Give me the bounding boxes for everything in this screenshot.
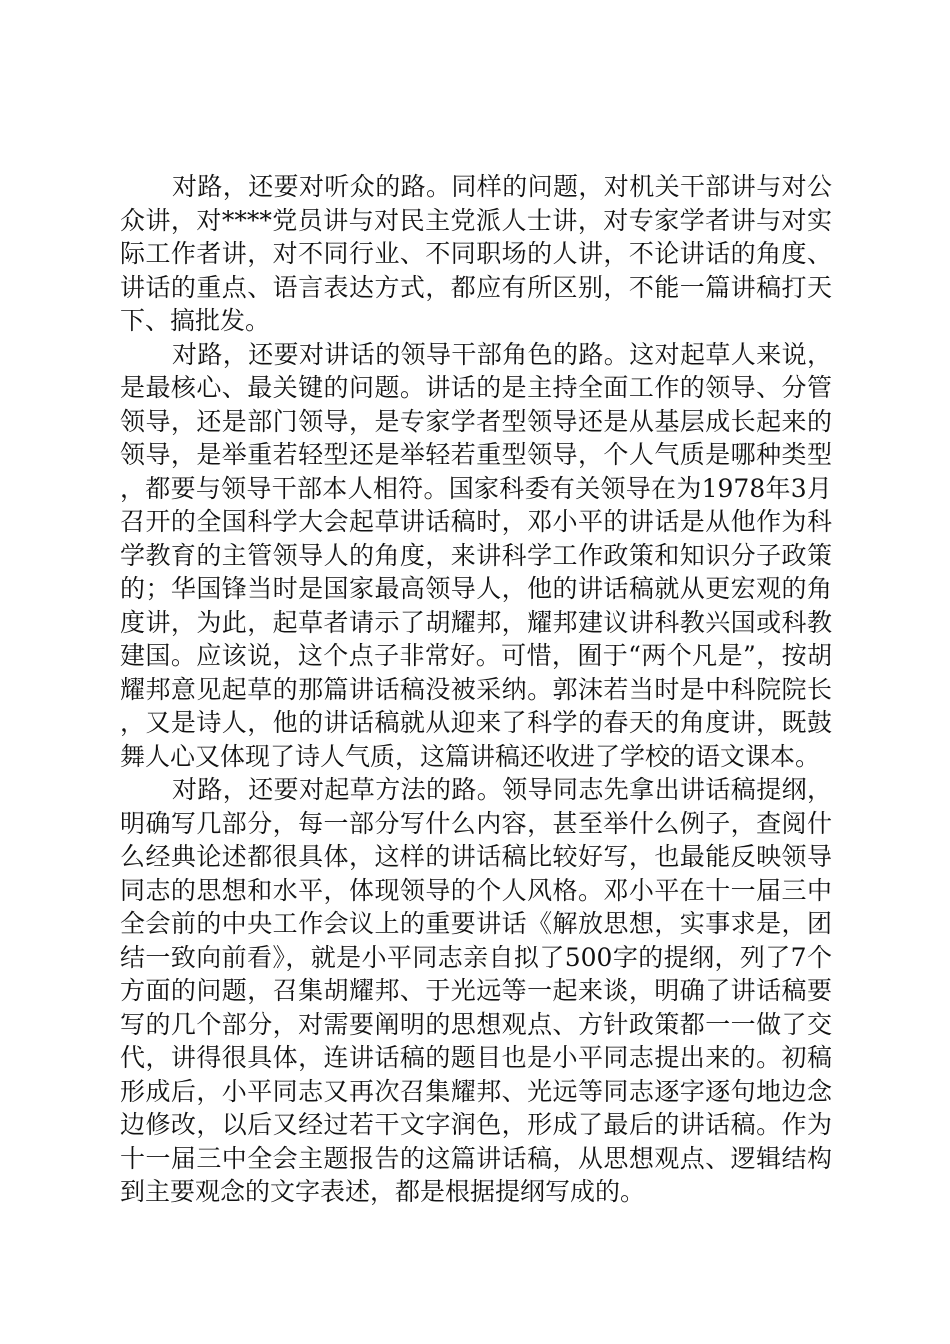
document-body	[120, 170, 832, 1209]
paragraph-audience: 对路，还要对听众的路。同样的问题，对机关干部讲与对公众讲，对****党员讲与对民主党派人士讲，对专家学者讲与对实际工作者讲，对不同行业、不同职场的人讲，不论讲话的角度、讲话的重点、语言表达方式，都应有所区别，不能一篇讲稿打天下、搞批发。	[120, 172, 832, 335]
paragraph-leader-role: 对路，还要对讲话的领导干部角色的路。这对起草人来说，是最核心、最关键的问题。讲话的是主持全面工作的领导、分管领导，还是部门领导，是专家学者型领导还是从基层成长起来的领导，是举重若轻型还是举轻若重型领导，个人气质是哪种类型，都要与领导干部本人相符。国家科委有关领导在为1978年3月召开的全国科学大会起草讲话稿时，邓小平的讲话是从他作为科学教育的主管领导人的角度，来讲科学工作政策和知识分子政策的；华国锋当时是国家最高领导人，他的讲话稿就从更宏观的角度讲，为此，起草者请示了胡耀邦，耀邦建议讲科教兴国或科教建国。应该说，这个点子非常好。可惜，囿于“两个凡是”，按胡耀邦意见起草的那篇讲话稿没被采纳。郭沫若当时是中科院院长，又是诗人，他的讲话稿就从迎来了科学的春天的角度讲，既鼓舞人心又体现了诗人气质，这篇讲稿还收进了学校的语文课本。	[120, 339, 832, 771]
paragraph-drafting-method: 对路，还要对起草方法的路。领导同志先拿出讲话稿提纲，明确写几部分，每一部分写什么内容，甚至举什么例子，查阅什么经典论述都很具体，这样的讲话稿比较好写，也最能反映领导同志的思想和水平，体现领导的个人风格。邓小平在十一届三中全会前的中央工作会议上的重要讲话《解放思想，实事求是，团结一致向前看》，就是小平同志亲自拟了500字的提纲，列了7个方面的问题，召集胡耀邦、于光远等一起来谈，明确了讲话稿要写的几个部分，对需要阐明的思想观点、方针政策都一一做了交代，讲得很具体，连讲话稿的题目也是小平同志提出来的。初稿形成后，小平同志又再次召集耀邦、光远等同志逐字逐句地边念边修改，以后又经过若干文字润色，形成了最后的讲话稿。作为十一届三中全会主题报告的这篇讲话稿，从思想观点、逻辑结构到主要观念的文字表述，都是根据提纲写成的。	[120, 775, 832, 1206]
